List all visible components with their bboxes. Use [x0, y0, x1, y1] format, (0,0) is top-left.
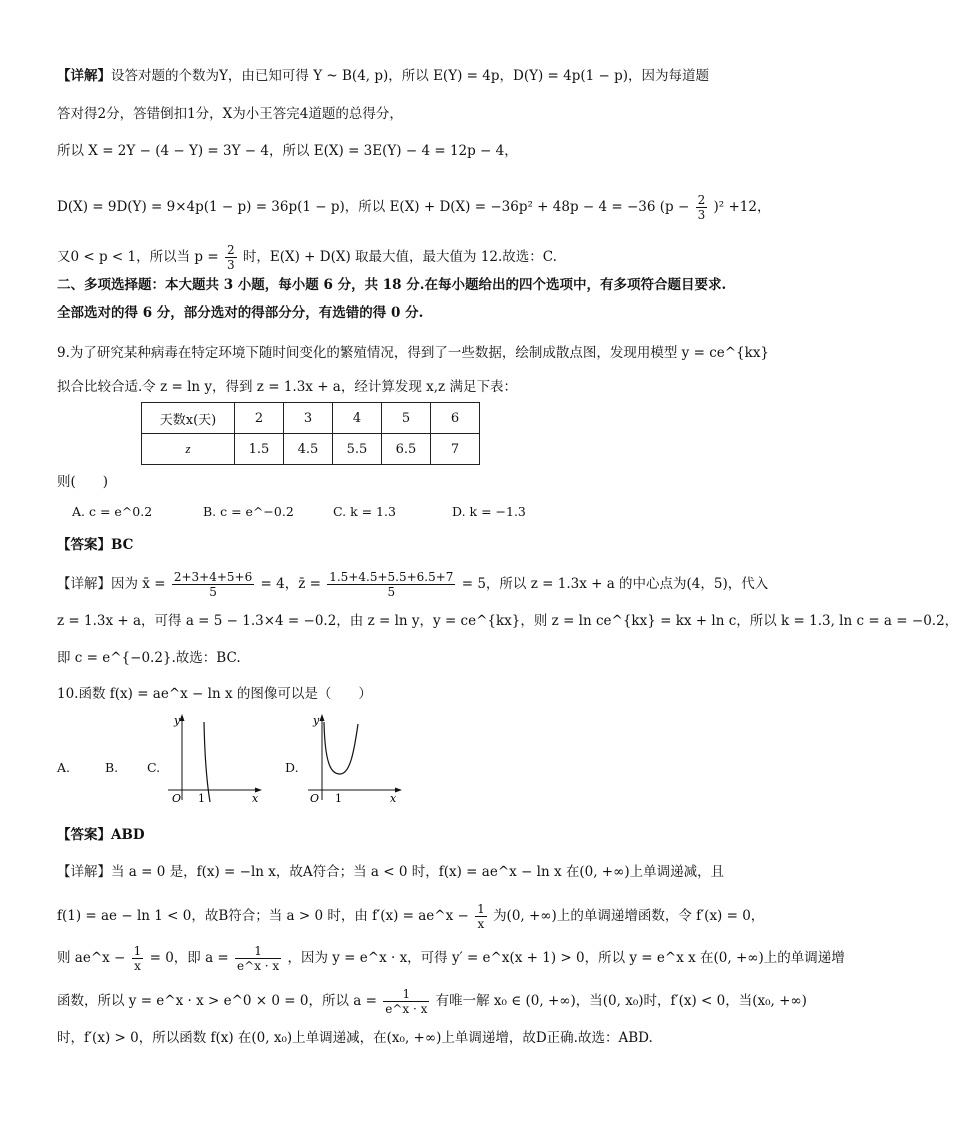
table-cell: 5.5: [333, 434, 382, 465]
frac-den: 5: [387, 585, 396, 599]
frac-den: 3: [697, 208, 706, 222]
mean-x-text: 【详解】因为 x̄ =: [57, 576, 166, 592]
detail-line-4: [57, 193, 771, 222]
mean-z-text: = 4，z̄ =: [260, 576, 321, 592]
q10-detail-2: [57, 902, 765, 931]
fraction: [696, 193, 708, 222]
q10-detail-4: [57, 987, 807, 1016]
eq-text-end: ，因为 y = e^x · x，可得 y′ = e^x(x + 1) > 0，所以 y = e^x x 在(0, +∞)上的单调递增: [287, 950, 845, 966]
variance-expr: D(X) = 9D(Y) = 9×4p(1 − p) = 36p(1 − p)，所以 E(X) + D(X) = −36p² + 48p − 4 = −36: [57, 199, 656, 215]
table-cell: 4: [333, 403, 382, 434]
paren-expr: (p −: [659, 199, 690, 215]
detail-line-2: 答对得2分，答错倒扣1分，X为小王答完4道题的总得分，: [57, 106, 403, 122]
q9-data-table: [141, 402, 480, 465]
x-label: x: [252, 792, 259, 805]
y-axis-arrow-icon: [180, 714, 185, 721]
section2-heading: 二、多项选择题：本大题共 3 小题，每小题 6 分，共 18 分.在每小题给出的四个选项中，有多项符合题目要求.: [57, 277, 727, 293]
function-curve: [324, 722, 358, 774]
graph-c: [160, 712, 270, 807]
deriv-text-end: 为(0, +∞)上的单调递增函数，令 f′(x) = 0，: [493, 908, 765, 924]
frac-den: e^x · x: [385, 1002, 428, 1016]
table-row: [142, 434, 480, 465]
table-cell: 6: [431, 403, 480, 434]
table-cell: 6.5: [382, 434, 431, 465]
q10-label-d: D.: [285, 760, 299, 775]
paren-expr-end: )² +12，: [713, 199, 771, 215]
fraction: [132, 944, 144, 973]
solve-text: 函数，所以 y = e^x · x > e^0 × 0 = 0，所以 a =: [57, 993, 377, 1009]
table-cell: 3: [284, 403, 333, 434]
q9-then: 则( ): [57, 474, 109, 490]
table-cell: 7: [431, 434, 480, 465]
frac-den: 5: [209, 585, 217, 599]
origin-label: O: [172, 792, 182, 805]
frac-den: 3: [226, 258, 235, 272]
frac-num: 2: [226, 243, 235, 257]
frac-den: x: [477, 917, 485, 931]
q9-answer: 【答案】BC: [57, 537, 134, 553]
y-axis-arrow-icon: [320, 714, 325, 721]
fraction: [475, 902, 487, 931]
center-text: = 5，所以 z = 1.3x + a 的中心点为(4，5)，代入: [461, 576, 769, 592]
detail-line-3: 所以 X = 2Y − (4 − Y) = 3Y − 4，所以 E(X) = 3E(Y) − 4 = 12p − 4，: [57, 143, 518, 159]
y-label: y: [313, 714, 320, 727]
frac-num: 2: [697, 193, 706, 207]
section2-rules: 全部选对的得 6 分，部分选对的得部分分，有选错的得 0 分.: [57, 305, 424, 321]
eq-text: 则 ae^x −: [57, 950, 126, 966]
q9-option-b: B. c = e^−0.2: [203, 504, 294, 519]
cond-text: 又0 < p < 1，所以当 p =: [57, 249, 219, 265]
fraction: [172, 570, 254, 599]
frac-den: x: [134, 959, 141, 973]
q10-detail-5: 时，f′(x) > 0，所以函数 f(x) 在(0, x₀)上单调递减，在(x₀, +∞)上单调递增，故D正确.故选：ABD.: [57, 1030, 653, 1046]
q9-option-d: D. k = −1.3: [452, 504, 526, 519]
frac-den: e^x · x: [237, 959, 280, 973]
q9-stem-2: 拟合比较合适.令 z = ln y，得到 z = 1.3x + a，经计算发现 x,z 满足下表：: [57, 379, 517, 395]
q10-label-b: B.: [105, 760, 119, 775]
tick-1-label: 1: [198, 792, 205, 805]
cond-text-end: 时，E(X) + D(X) 取最大值，最大值为 12.故选：C.: [242, 249, 557, 265]
detail-label: 【详解】: [57, 68, 111, 84]
table-header-days: 天数x(天): [142, 403, 235, 434]
eq-text-mid: = 0，即 a =: [149, 950, 229, 966]
q9-detail-3: 即 c = e^{−0.2}.故选：BC.: [57, 650, 241, 666]
q9-stem-1: 9.为了研究某种病毒在特定环境下随时间变化的繁殖情况，得到了一些数据，绘制成散点图，发现用模型 y = ce^{kx}: [57, 345, 770, 361]
frac-num: 1.5+4.5+5.5+6.5+7: [329, 570, 454, 584]
detail-line-1: [57, 66, 754, 86]
table-cell: 2: [235, 403, 284, 434]
table-cell: 1.5: [235, 434, 284, 465]
fraction: [225, 243, 237, 272]
frac-num: 1: [235, 944, 281, 959]
y-label: y: [174, 714, 181, 727]
origin-label: O: [310, 792, 320, 805]
solve-text-end: 有唯一解 x₀ ∈ (0, +∞)，当(0, x₀)时，f′(x) < 0，当(x₀, +∞): [435, 993, 807, 1009]
detail-text: 设答对题的个数为Y，由已知可得 Y ~ B(4, p)，所以 E(Y) = 4p，D(Y) = 4p(1 − p)，因为每道题: [111, 68, 710, 84]
x-label: x: [390, 792, 397, 805]
q10-detail-1: 【详解】当 a = 0 是，f(x) = −ln x，故A符合；当 a < 0 时，f(x) = ae^x − ln x 在(0, +∞)上单调递减，且: [57, 864, 725, 880]
frac-num: 1: [383, 987, 429, 1002]
q9-option-a: A. c = e^0.2: [72, 504, 153, 519]
deriv-text: f(1) = ae − ln 1 < 0，故B符合；当 a > 0 时，由 f′(x) = ae^x −: [57, 908, 469, 924]
frac-num: 2+3+4+5+6: [173, 570, 253, 584]
q10-answer: 【答案】ABD: [57, 827, 145, 843]
fraction: [327, 570, 455, 599]
table-cell: 5: [382, 403, 431, 434]
detail-line-5: [57, 243, 754, 272]
table-header-z: z: [142, 434, 235, 465]
q9-option-c: C. k = 1.3: [333, 504, 396, 519]
fraction: [383, 987, 429, 1016]
tick-1-label: 1: [335, 792, 342, 805]
q10-label-c: C.: [147, 760, 161, 775]
fraction: [235, 944, 281, 973]
q10-detail-3: [57, 944, 845, 973]
frac-num: 1: [477, 902, 485, 916]
table-cell: 4.5: [284, 434, 333, 465]
q10-label-a: A.: [57, 760, 71, 775]
q10-stem: 10.函数 f(x) = ae^x − ln x 的图像可以是（ ）: [57, 686, 372, 702]
frac-num: 1: [133, 944, 142, 958]
graph-d: [300, 712, 410, 807]
q9-detail-2: z = 1.3x + a，可得 a = 5 − 1.3×4 = −0.2，由 z = ln y，y = ce^{kx}，则 z = ln ce^{kx} = kx + ln c，所以 k = 1.3, ln c = a = −0.2，: [57, 613, 958, 629]
q9-detail-1: [57, 570, 769, 599]
table-row: [142, 403, 480, 434]
